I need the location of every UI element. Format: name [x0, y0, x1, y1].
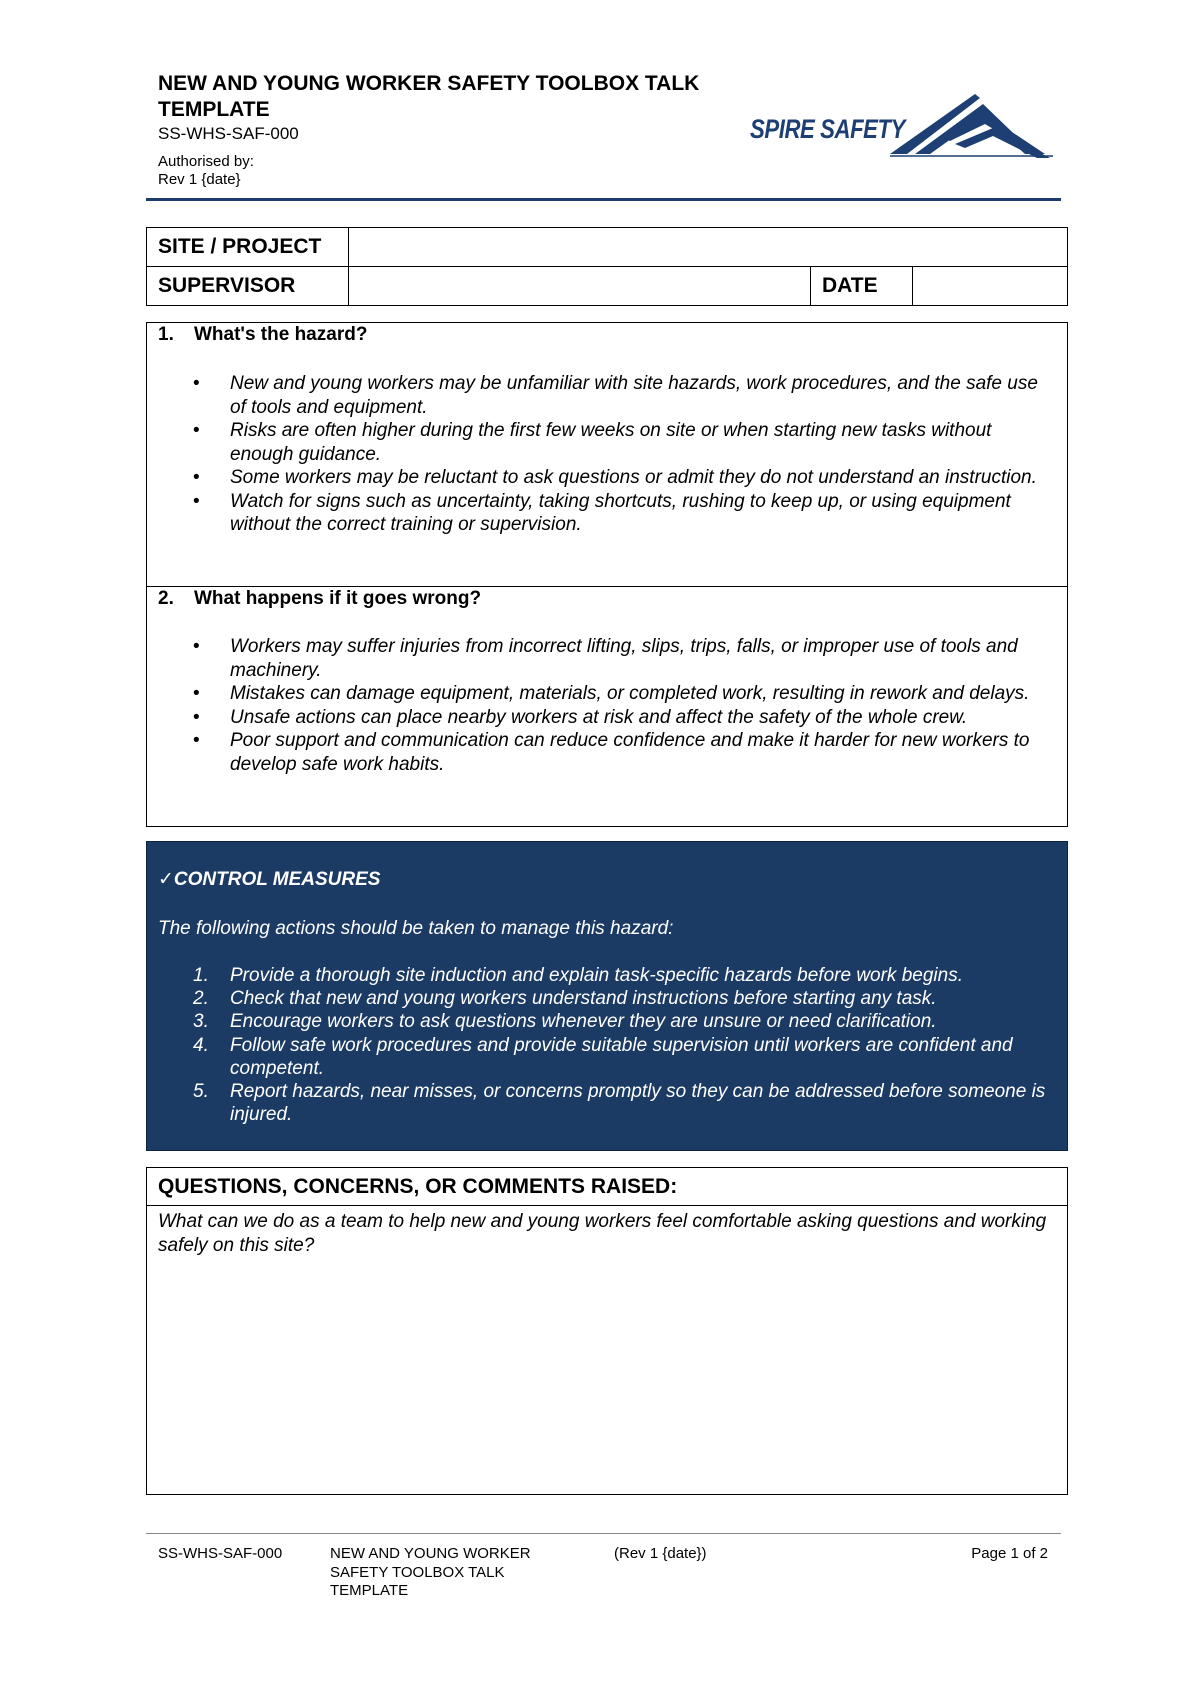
- footer-divider: [146, 1533, 1061, 1534]
- hazard-section-heading: [158, 323, 367, 347]
- list-item: • Some workers may be reluctant to ask questions or admit they do not understand an instruction.: [193, 467, 1037, 488]
- list-item: 1. Provide a thorough site induction and explain task-specific hazards before work begins.: [193, 965, 963, 986]
- revision-label: Rev 1 {date}: [158, 171, 241, 188]
- spire-safety-logo: [750, 86, 1055, 161]
- logo-text: SPIRE SAFETY: [750, 114, 906, 144]
- footer-title: NEW AND YOUNG WORKER SAFETY TOOLBOX TALK TEMPLATE: [330, 1545, 531, 1599]
- document-title: NEW AND YOUNG WORKER SAFETY TOOLBOX TALK TEMPLATE: [158, 72, 700, 121]
- site-project-label: SITE / PROJECT: [147, 228, 349, 267]
- hazard-section: [146, 322, 1068, 587]
- list-item: • Risks are often higher during the first few weeks on site or when starting new tasks without enough guidance.: [193, 420, 992, 465]
- site-project-field[interactable]: [349, 228, 1068, 267]
- control-measures-panel: [146, 841, 1068, 1151]
- supervisor-field[interactable]: [349, 267, 811, 306]
- consequences-list: [193, 635, 1057, 776]
- supervisor-label: SUPERVISOR: [147, 267, 349, 306]
- section-number: 1.: [158, 324, 174, 345]
- mountain-logo-icon: [885, 86, 1055, 161]
- list-item: • Unsafe actions can place nearby workers at risk and affect the safety of the whole crew.: [193, 706, 968, 728]
- section-title: What's the hazard?: [194, 324, 368, 345]
- list-item: • Poor support and communication can reduce confidence and make it harder for new workers to develop safe work habits.: [193, 730, 1030, 775]
- header-divider: [146, 198, 1061, 201]
- date-field[interactable]: [913, 267, 1068, 306]
- control-measures-title: ✓CONTROL MEASURES: [158, 869, 381, 890]
- control-measures-list: [193, 964, 1057, 1126]
- list-item: 2. Check that new and young workers understand instructions before starting any task.: [193, 988, 937, 1010]
- section-title: What happens if it goes wrong?: [194, 588, 482, 609]
- questions-prompt[interactable]: What can we do as a team to help new and young workers feel comfortable asking questions and working safely on this site?: [158, 1211, 1047, 1256]
- consequences-section: [146, 587, 1068, 827]
- site-info-table: [146, 227, 1068, 306]
- consequences-section-heading: [158, 587, 481, 611]
- list-item: 3. Encourage workers to ask questions whenever they are unsure or need clarification.: [193, 1011, 937, 1033]
- list-item: • Watch for signs such as uncertainty, taking shortcuts, rushing to keep up, or using equipment without the correct training or supervision.: [193, 490, 1011, 535]
- questions-section: [146, 1167, 1068, 1495]
- list-item: • New and young workers may be unfamiliar with site hazards, work procedures, and the safe use of tools and equipment.: [193, 373, 1038, 418]
- list-item: 4. Follow safe work procedures and provide suitable supervision until workers are confident and competent.: [193, 1034, 1013, 1079]
- footer-code: SS-WHS-SAF-000: [158, 1545, 283, 1562]
- date-label: DATE: [811, 267, 913, 306]
- list-item: • Mistakes can damage equipment, materials, or completed work, resulting in rework and delays.: [193, 683, 1030, 704]
- hazard-list: [193, 372, 1057, 537]
- list-item: 5. Report hazards, near misses, or concerns promptly so they can be addressed before someone is injured.: [193, 1081, 1046, 1126]
- footer-revision: (Rev 1 {date}): [614, 1545, 707, 1562]
- document-code: SS-WHS-SAF-000: [158, 124, 299, 143]
- authorised-by-label: Authorised by:: [158, 153, 254, 170]
- list-item: • Workers may suffer injuries from incorrect lifting, slips, trips, falls, or improper use of tools and machinery.: [193, 636, 1018, 681]
- questions-title: QUESTIONS, CONCERNS, OR COMMENTS RAISED:: [147, 1168, 1067, 1206]
- control-measures-intro: The following actions should be taken to manage this hazard:: [158, 918, 674, 939]
- section-number: 2.: [158, 588, 174, 609]
- page-number: Page 1 of 2: [971, 1545, 1048, 1562]
